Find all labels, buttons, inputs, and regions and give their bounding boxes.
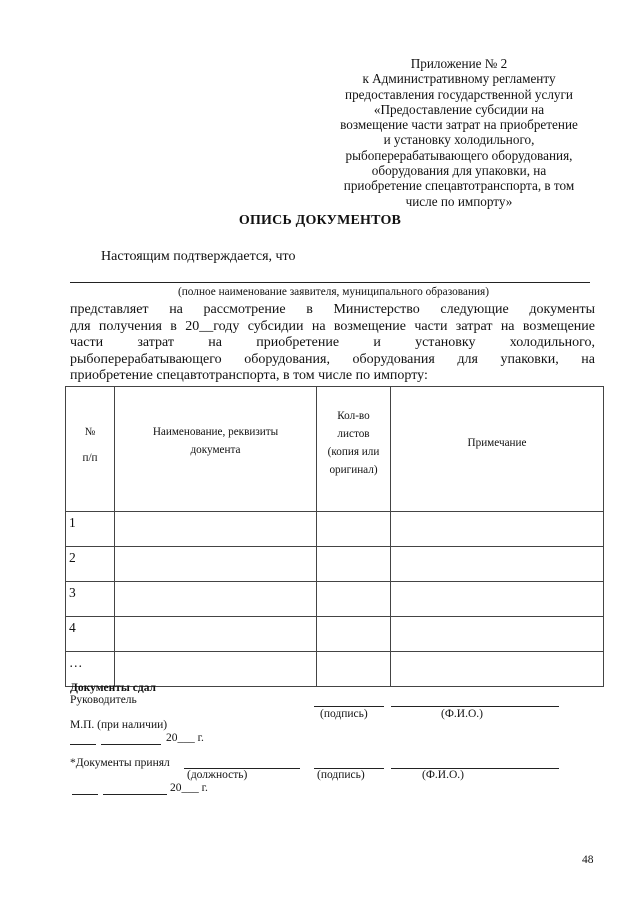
received-label: *Документы принял bbox=[70, 757, 170, 769]
appendix-line: и установку холодильного, bbox=[383, 132, 535, 148]
row-note-cell[interactable] bbox=[391, 617, 604, 652]
header-document-name bbox=[115, 387, 317, 512]
header-name-line: Наименование, реквизиты bbox=[152, 426, 279, 438]
handed-month-line[interactable] bbox=[101, 744, 161, 745]
handed-title: Документы сдал bbox=[70, 682, 157, 694]
table-header-row bbox=[66, 387, 604, 512]
appendix-header bbox=[312, 56, 606, 209]
received-year: 20___ г. bbox=[170, 782, 208, 794]
appendix-line: рыбоперерабатывающего оборудования, bbox=[345, 147, 573, 163]
handed-year: 20___ г. bbox=[166, 732, 204, 744]
appendix-line: к Административному регламенту bbox=[362, 71, 556, 87]
row-number: 1 bbox=[66, 512, 115, 547]
table-row bbox=[66, 547, 604, 582]
paragraph-line: для получения в 20__году субсидии на возмещение части затрат на возмещение bbox=[70, 318, 595, 334]
paragraph-line: представляет на рассмотрение в Министерство следующие документы bbox=[70, 302, 595, 317]
row-number: 4 bbox=[66, 617, 115, 652]
header-sheet-count bbox=[317, 387, 391, 512]
applicant-name-line bbox=[70, 282, 590, 283]
row-count-cell[interactable] bbox=[317, 547, 391, 582]
row-note-cell[interactable] bbox=[391, 547, 604, 582]
appendix-line: числе по импорту» bbox=[405, 193, 513, 209]
header-note-label: Примечание bbox=[467, 437, 527, 449]
head-fio-caption: (Ф.И.О.) bbox=[441, 708, 483, 720]
header-number-label: п/п bbox=[82, 452, 98, 464]
row-count-cell[interactable] bbox=[317, 512, 391, 547]
table-row bbox=[66, 582, 604, 617]
received-day-line[interactable] bbox=[72, 794, 98, 795]
table-row bbox=[66, 617, 604, 652]
body-paragraph bbox=[70, 302, 595, 385]
row-count-cell[interactable] bbox=[317, 582, 391, 617]
row-count-cell[interactable] bbox=[317, 617, 391, 652]
row-number: 2 bbox=[66, 547, 115, 582]
header-count-line: Кол-во bbox=[337, 410, 370, 422]
received-fio-caption: (Ф.И.О.) bbox=[422, 769, 464, 781]
row-note-cell[interactable] bbox=[391, 652, 604, 687]
applicant-caption: (полное наименование заявителя, муниципального образования) bbox=[178, 286, 489, 298]
header-number-symbol: № bbox=[84, 426, 96, 438]
row-number: … bbox=[66, 652, 115, 687]
table-row bbox=[66, 512, 604, 547]
head-label: Руководитель bbox=[70, 694, 137, 706]
row-document-cell[interactable] bbox=[115, 512, 317, 547]
confirm-text: Настоящим подтверждается, что bbox=[101, 249, 296, 264]
received-month-line[interactable] bbox=[103, 794, 167, 795]
row-document-cell[interactable] bbox=[115, 547, 317, 582]
head-signature-caption: (подпись) bbox=[320, 708, 368, 720]
row-note-cell[interactable] bbox=[391, 512, 604, 547]
stamp-label: М.П. (при наличии) bbox=[70, 719, 168, 731]
received-position-caption: (должность) bbox=[187, 769, 248, 781]
head-signature-line[interactable] bbox=[314, 706, 384, 707]
appendix-line: предоставления государственной услуги bbox=[345, 86, 573, 102]
header-count-line: листов bbox=[337, 428, 370, 440]
head-fio-line[interactable] bbox=[391, 706, 559, 707]
handed-day-line[interactable] bbox=[70, 744, 96, 745]
appendix-line: возмещение части затрат на приобретение bbox=[340, 117, 578, 133]
row-document-cell[interactable] bbox=[115, 582, 317, 617]
header-note bbox=[391, 387, 604, 512]
appendix-line: оборудования для упаковки, на bbox=[371, 163, 547, 179]
appendix-line: «Предоставление субсидии на bbox=[373, 101, 545, 117]
paragraph-line: части затрат на приобретение и установку холодильного, bbox=[70, 335, 595, 351]
document-title: ОПИСЬ ДОКУМЕНТОВ bbox=[238, 213, 402, 228]
row-number: 3 bbox=[66, 582, 115, 617]
documents-table bbox=[65, 386, 604, 687]
header-number bbox=[66, 387, 115, 512]
paragraph-line: приобретение спецавтотранспорта, в том числе по импорту: bbox=[70, 368, 428, 384]
appendix-line: Приложение № 2 bbox=[410, 56, 508, 71]
received-signature-caption: (подпись) bbox=[317, 769, 365, 781]
header-count-line: (копия или bbox=[327, 446, 380, 458]
paragraph-line: рыбоперерабатывающего оборудования, оборудования для упаковки, на bbox=[70, 351, 595, 367]
row-document-cell[interactable] bbox=[115, 617, 317, 652]
appendix-line: приобретение спецавтотранспорта, в том bbox=[343, 178, 575, 194]
header-count-line: оригинал) bbox=[329, 464, 378, 476]
row-note-cell[interactable] bbox=[391, 582, 604, 617]
header-name-line: документа bbox=[190, 444, 241, 456]
received-fio-line[interactable] bbox=[391, 768, 559, 769]
page-number: 48 bbox=[582, 854, 594, 866]
row-count-cell[interactable] bbox=[317, 652, 391, 687]
